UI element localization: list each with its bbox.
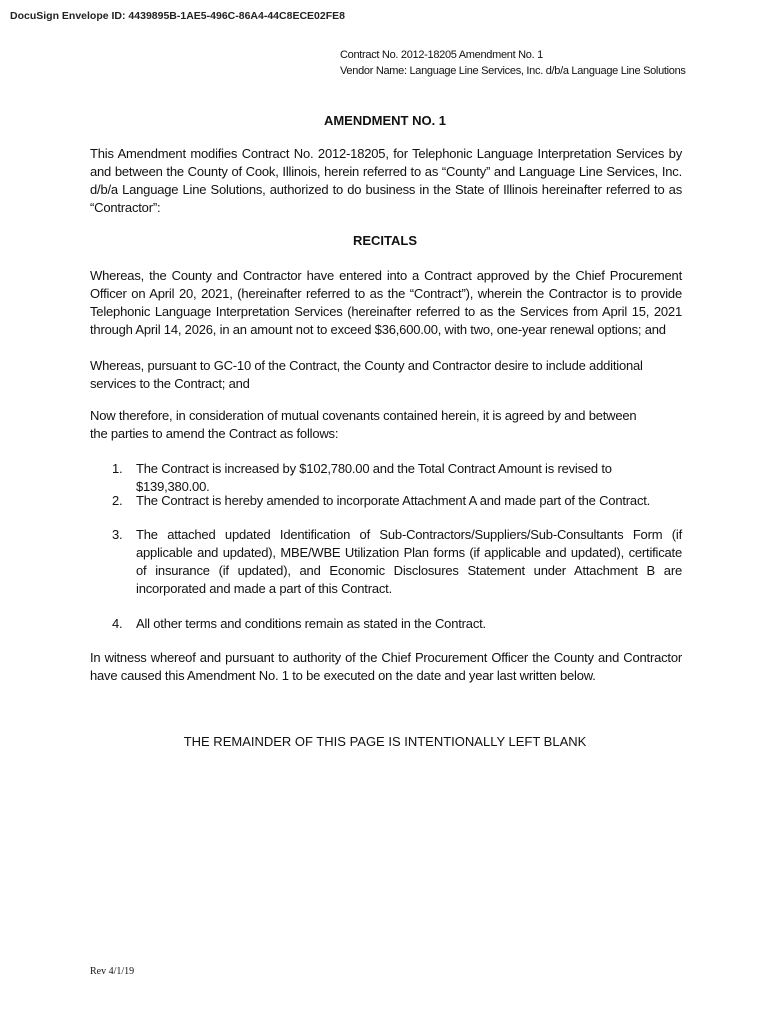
list-item	[112, 492, 682, 510]
document-title: AMENDMENT NO. 1	[323, 113, 447, 128]
remainder-blank-notice: THE REMAINDER OF THIS PAGE IS INTENTIONALLY LEFT BLANK	[183, 734, 587, 749]
whereas-paragraph-2: Whereas, pursuant to GC-10 of the Contract, the County and Contractor desire to include additional services to the Contract; and	[90, 358, 643, 391]
list-item-number: 2.	[112, 493, 123, 508]
list-item-number: 3.	[112, 527, 123, 542]
vendor-name-line: Vendor Name: Language Line Services, Inc. d/b/a Language Line Solutions	[340, 65, 686, 77]
list-item	[112, 615, 682, 633]
now-therefore-paragraph: Now therefore, in consideration of mutual covenants contained herein, it is agreed by and between the parties to amend the Contract as follows:	[90, 408, 637, 441]
list-item	[112, 460, 682, 496]
list-item	[112, 526, 682, 598]
recitals-heading: RECITALS	[352, 233, 418, 248]
list-item-number: 4.	[112, 616, 123, 631]
contract-header	[340, 47, 686, 79]
revision-footer: Rev 4/1/19	[90, 966, 135, 977]
list-item-text: The attached updated Identification of Sub-Contractors/Suppliers/Sub-Consultants Form (if applicable and updated), MBE/WBE Utilization Plan forms (if applicable and updated), certificate of insurance (if updated), and Economic Disclosures Statement under Attachment B are incorporated and made a part of this Contract.	[136, 527, 682, 596]
contract-number-line: Contract No. 2012-18205 Amendment No. 1	[340, 49, 543, 61]
intro-paragraph: This Amendment modifies Contract No. 2012-18205, for Telephonic Language Interpretation Services by and between the County of Cook, Illinois, herein referred to as “County” and Language Line Services, Inc. d/b/a Language Line Solutions, authorized to do business in the State of Illinois hereinafter referred to as “Contractor”:	[90, 146, 682, 215]
witness-paragraph: In witness whereof and pursuant to authority of the Chief Procurement Officer the County and Contractor have caused this Amendment No. 1 to be executed on the date and year last written below.	[90, 650, 682, 683]
list-item-text: The Contract is hereby amended to incorporate Attachment A and made part of the Contract.	[136, 493, 651, 508]
list-item-text: The Contract is increased by $102,780.00 and the Total Contract Amount is revised to $139,380.00.	[136, 461, 612, 494]
whereas-paragraph-1: Whereas, the County and Contractor have entered into a Contract approved by the Chief Procurement Officer on April 20, 2021, (hereinafter referred to as the “Contract”), wherein the Contractor is to provide Telephonic Language Interpretation Services (hereinafter referred to as the Services from April 15, 2021 through April 14, 2026, in an amount not to exceed $36,600.00, with two, one-year renewal options; and	[90, 268, 682, 337]
docusign-envelope-id: DocuSign Envelope ID: 4439895B-1AE5-496C-86A4-44C8ECE02FE8	[10, 10, 345, 22]
list-item-number: 1.	[112, 461, 123, 476]
list-item-text: All other terms and conditions remain as stated in the Contract.	[136, 616, 486, 631]
